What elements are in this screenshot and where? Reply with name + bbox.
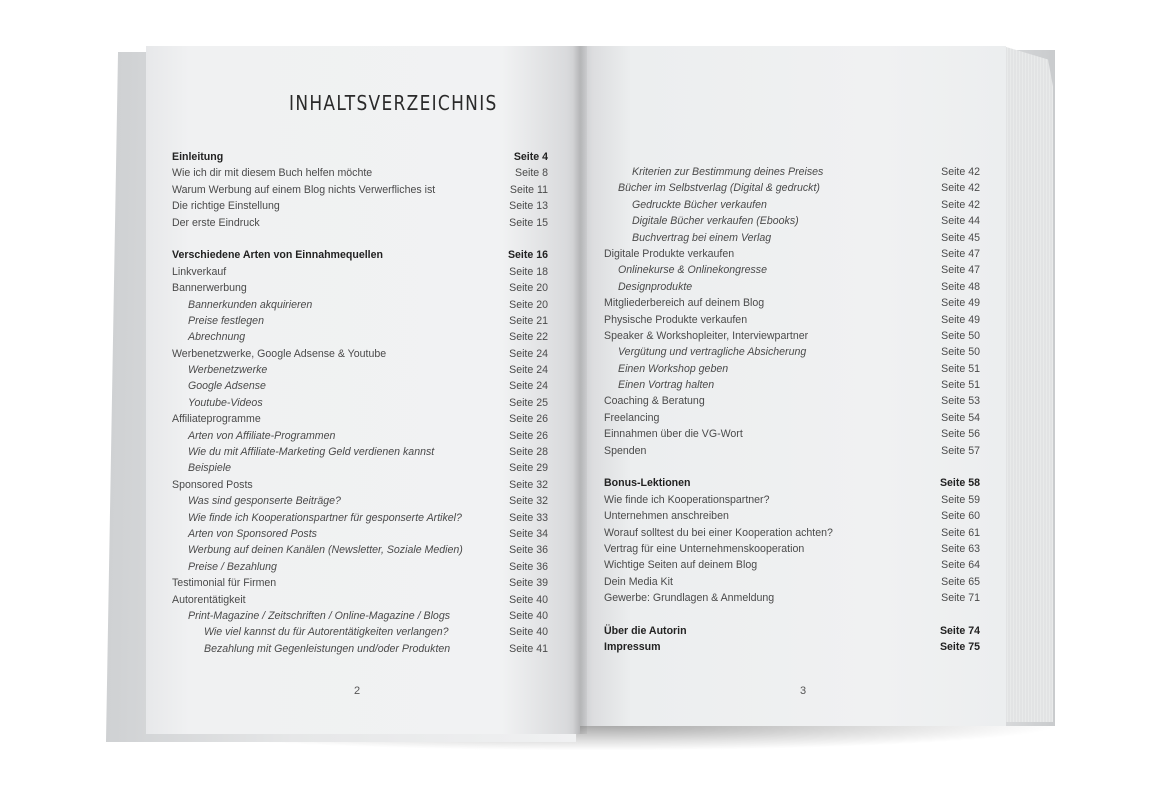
toc-entry-label: Über die Autorin: [604, 624, 687, 637]
toc-entry-page: Seite 18: [509, 265, 548, 278]
toc-entry-page: Seite 50: [941, 346, 980, 359]
toc-entry-label: Einnahmen über die VG-Wort: [604, 428, 743, 441]
toc-entry: [172, 346, 548, 362]
toc-entry: [604, 262, 980, 278]
toc-entry-label: Bannerwerbung: [172, 282, 247, 295]
toc-entry: [604, 492, 980, 508]
toc-entry-label: Vertrag für eine Unternehmenskooperation: [604, 542, 805, 555]
toc-entry-page: Seite 24: [509, 380, 548, 393]
toc-entry: [172, 624, 548, 640]
toc-entry-label: Wie viel kannst du für Autorentätigkeiten verlangen?: [204, 626, 449, 639]
toc-entry-label: Einleitung: [172, 151, 224, 163]
toc-entry-page: Seite 26: [509, 413, 548, 426]
toc-entry-label: Onlinekurse & Onlinekongresse: [618, 264, 767, 277]
toc-entry: [172, 428, 548, 444]
page-number-left: 2: [354, 685, 361, 697]
toc-entry-label: Bonus-Lektionen: [604, 477, 691, 490]
toc-entry-page: Seite 21: [509, 314, 548, 327]
toc-entry: [172, 297, 548, 313]
toc-entry: [172, 362, 548, 378]
toc-entry-label: Kriterien zur Bestimmung deines Preises: [632, 166, 824, 178]
toc-entry: [604, 213, 980, 229]
toc-spacer: [172, 231, 548, 247]
toc-entry-label: Gedruckte Bücher verkaufen: [632, 198, 767, 211]
toc-entry-page: Seite 64: [941, 559, 980, 572]
toc-entry-page: Seite 53: [941, 395, 980, 408]
book-spine-fold: [573, 46, 587, 734]
toc-entry: [604, 574, 980, 590]
toc-entry-label: Warum Werbung auf einem Blog nichts Verwerfliches ist: [172, 183, 436, 196]
toc-entry-page: Seite 57: [941, 444, 980, 457]
toc-entry: [604, 508, 980, 524]
toc-entry: [604, 377, 980, 393]
toc-entry: [604, 164, 980, 180]
toc-entry-page: Seite 41: [509, 642, 548, 655]
toc-entry: [172, 411, 548, 427]
toc-entry-label: Youtube-Videos: [188, 396, 263, 409]
toc-entry: [172, 395, 548, 411]
toc-entry-page: Seite 56: [941, 428, 980, 441]
toc-entry-page: Seite 40: [509, 626, 548, 639]
toc-entry: [172, 460, 548, 476]
toc-entry-label: Autorentätigkeit: [172, 593, 246, 606]
toc-entry-page: Seite 44: [941, 215, 980, 228]
toc-entry-page: Seite 15: [509, 216, 548, 229]
toc-entry-label: Physische Produkte verkaufen: [604, 313, 748, 326]
toc-entry: [604, 475, 980, 491]
toc-entry-label: Einen Workshop geben: [618, 362, 729, 375]
toc-entry-page: Seite 47: [941, 247, 980, 260]
page-number-right: 3: [800, 685, 807, 697]
toc-entry-page: Seite 58: [939, 477, 980, 490]
toc-entry-label: Vergütung und vertragliche Absicherung: [618, 346, 807, 359]
toc-entry-label: Coaching & Beratung: [604, 395, 705, 408]
toc-entry: [172, 264, 548, 280]
toc-entry-label: Wie finde ich Kooperationspartner für gesponserte Artikel?: [188, 511, 462, 524]
toc-entry-page: Seite 4: [513, 151, 548, 163]
toc-entry-label: Was sind gesponserte Beiträge?: [188, 495, 341, 508]
toc-entry-label: Werbenetzwerke, Google Adsense & Youtube: [172, 347, 387, 360]
toc-entry-page: Seite 45: [941, 231, 980, 244]
toc-entry-page: Seite 16: [507, 249, 548, 262]
toc-entry-label: Verschiedene Arten von Einnahmequellen: [172, 249, 383, 262]
toc-entry-page: Seite 75: [939, 641, 980, 654]
toc-entry: [604, 410, 980, 426]
toc-entry: [604, 328, 980, 344]
toc-entry: [172, 198, 548, 214]
toc-entry-label: Preise / Bezahlung: [188, 560, 277, 573]
toc-entry: [172, 182, 548, 198]
toc-entry-label: Gewerbe: Grundlagen & Anmeldung: [604, 592, 775, 605]
toc-entry-label: Designprodukte: [618, 280, 693, 293]
toc-entry-page: Seite 61: [941, 526, 980, 539]
toc-entry: [172, 592, 548, 608]
toc-entry: [604, 426, 980, 442]
toc-list-left: [172, 149, 548, 657]
toc-entry-page: Seite 26: [509, 429, 548, 442]
toc-entry-label: Die richtige Einstellung: [172, 200, 280, 213]
toc-title: INHALTSVERZEICHNIS: [289, 92, 498, 116]
toc-entry-page: Seite 24: [509, 347, 548, 360]
toc-entry: [172, 329, 548, 345]
toc-entry-page: Seite 32: [509, 495, 548, 508]
toc-entry-page: Seite 47: [941, 264, 980, 277]
toc-entry-label: Wie du mit Affiliate-Marketing Geld verdienen kannst: [188, 446, 435, 459]
toc-entry-label: Freelancing: [604, 411, 660, 424]
toc-entry: [604, 590, 980, 606]
toc-entry-label: Linkverkauf: [172, 265, 227, 278]
toc-entry-page: Seite 36: [509, 544, 548, 557]
toc-entry-page: Seite 60: [941, 510, 980, 523]
toc-entry-label: Arten von Sponsored Posts: [188, 527, 317, 540]
toc-entry-page: Seite 32: [509, 478, 548, 491]
toc-entry-page: Seite 22: [509, 331, 548, 344]
toc-entry: [604, 393, 980, 409]
toc-entry-label: Dein Media Kit: [604, 575, 673, 588]
toc-entry-label: Arten von Affiliate-Programmen: [188, 429, 336, 442]
toc-entry: [604, 557, 980, 573]
toc-entry-page: Seite 29: [509, 462, 548, 475]
toc-entry-label: Print-Magazine / Zeitschriften / Online-Magazine / Blogs: [188, 609, 451, 622]
toc-entry: [604, 295, 980, 311]
toc-entry: [604, 312, 980, 328]
toc-entry-page: Seite 74: [939, 624, 980, 637]
toc-entry-page: Seite 24: [509, 364, 548, 377]
toc-entry-label: Beispiele: [188, 462, 231, 475]
toc-entry: [604, 623, 980, 639]
toc-entry-page: Seite 42: [941, 166, 980, 178]
toc-entry-label: Spenden: [604, 444, 647, 457]
toc-entry-label: Wie ich dir mit diesem Buch helfen möchte: [172, 167, 373, 180]
toc-entry-page: Seite 40: [509, 593, 548, 606]
toc-entry-label: Werbung auf deinen Kanälen (Newsletter, Soziale Medien): [188, 544, 463, 557]
toc-entry-page: Seite 28: [509, 446, 548, 459]
toc-entry: [172, 149, 548, 165]
toc-entry-label: Sponsored Posts: [172, 478, 253, 491]
toc-entry: [172, 247, 548, 263]
toc-entry: [172, 510, 548, 526]
toc-entry-page: Seite 42: [941, 198, 980, 211]
toc-entry-label: Unternehmen anschreiben: [604, 510, 729, 523]
toc-entry-page: Seite 36: [509, 560, 548, 573]
toc-entry-page: Seite 13: [509, 200, 548, 213]
toc-entry: [172, 493, 548, 509]
toc-entry: [604, 279, 980, 295]
toc-entry-page: Seite 49: [941, 313, 980, 326]
toc-entry-label: Worauf solltest du bei einer Kooperation achten?: [604, 526, 833, 539]
toc-entry-page: Seite 20: [509, 282, 548, 295]
toc-entry: [172, 313, 548, 329]
toc-list-right: [604, 164, 980, 656]
toc-entry-page: Seite 50: [941, 329, 980, 342]
toc-entry-page: Seite 59: [941, 493, 980, 506]
toc-entry-label: Der erste Eindruck: [172, 216, 260, 229]
page-stack-edges: [1003, 46, 1053, 722]
toc-entry-page: Seite 34: [509, 527, 548, 540]
toc-entry-label: Wie finde ich Kooperationspartner?: [604, 493, 770, 506]
toc-entry-label: Testimonial für Firmen: [172, 577, 277, 590]
toc-entry: [604, 197, 980, 213]
toc-entry-label: Speaker & Workshopleiter, Interviewpartner: [604, 329, 809, 342]
toc-entry-page: Seite 40: [509, 609, 548, 622]
toc-entry-page: Seite 63: [941, 542, 980, 555]
toc-entry-page: Seite 11: [509, 183, 548, 196]
toc-entry-label: Einen Vortrag halten: [618, 379, 715, 392]
toc-entry: [604, 639, 980, 655]
toc-entry: [604, 443, 980, 459]
toc-entry-label: Bannerkunden akquirieren: [188, 298, 313, 311]
toc-entry-label: Wichtige Seiten auf deinem Blog: [604, 559, 758, 572]
toc-entry: [172, 526, 548, 542]
toc-entry-label: Buchvertrag bei einem Verlag: [632, 231, 772, 244]
toc-entry: [604, 361, 980, 377]
toc-entry: [172, 444, 548, 460]
toc-entry-page: Seite 65: [941, 575, 980, 588]
toc-spacer: [604, 607, 980, 623]
toc-entry: [604, 344, 980, 360]
toc-entry-label: Digitale Bücher verkaufen (Ebooks): [632, 215, 799, 228]
toc-entry: [172, 477, 548, 493]
toc-entry: [604, 525, 980, 541]
toc-entry-page: Seite 20: [509, 298, 548, 311]
toc-entry-page: Seite 51: [941, 379, 980, 392]
toc-entry-label: Digitale Produkte verkaufen: [604, 247, 735, 260]
toc-entry-page: Seite 48: [941, 280, 980, 293]
toc-entry-page: Seite 25: [509, 396, 548, 409]
toc-entry-page: Seite 54: [941, 411, 980, 424]
toc-entry-label: Bücher im Selbstverlag (Digital & gedruckt): [618, 182, 820, 195]
toc-entry-page: Seite 71: [941, 592, 980, 605]
toc-entry-label: Bezahlung mit Gegenleistungen und/oder Produkten: [204, 642, 451, 655]
toc-entry: [604, 541, 980, 557]
toc-entry-label: Affiliateprogramme: [172, 413, 261, 426]
toc-entry-label: Abrechnung: [188, 331, 246, 344]
toc-entry: [172, 542, 548, 558]
toc-entry: [172, 575, 548, 591]
toc-entry: [172, 165, 548, 181]
toc-entry-page: Seite 42: [941, 182, 980, 195]
toc-entry: [604, 230, 980, 246]
toc-entry-page: Seite 33: [509, 511, 548, 524]
toc-entry: [604, 180, 980, 196]
toc-entry-page: Seite 8: [515, 167, 548, 180]
toc-entry: [172, 559, 548, 575]
toc-entry-label: Preise festlegen: [188, 314, 264, 327]
toc-entry: [172, 280, 548, 296]
toc-entry: [172, 608, 548, 624]
toc-entry: [172, 378, 548, 394]
toc-entry-label: Mitgliederbereich auf deinem Blog: [604, 297, 765, 310]
toc-entry-label: Werbenetzwerke: [188, 364, 268, 377]
toc-entry-label: Google Adsense: [188, 380, 266, 393]
toc-entry: [172, 215, 548, 231]
toc-entry: [604, 246, 980, 262]
toc-entry-page: Seite 39: [509, 577, 548, 590]
toc-entry-label: Impressum: [604, 641, 661, 654]
toc-entry-page: Seite 49: [941, 297, 980, 310]
toc-spacer: [604, 459, 980, 475]
toc-entry: [172, 641, 548, 657]
toc-entry-page: Seite 51: [941, 362, 980, 375]
